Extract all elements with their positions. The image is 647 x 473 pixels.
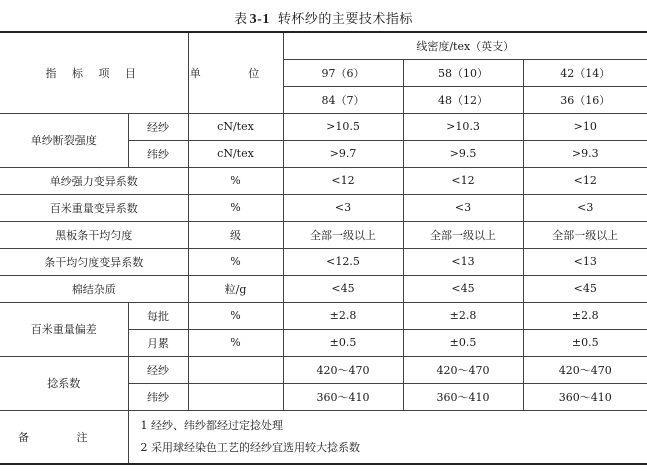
- sub-label: 月累: [128, 329, 188, 356]
- unit-cell: cN/tex: [188, 113, 283, 140]
- value-cell: 360～410: [403, 383, 523, 410]
- spec-table: [0, 31, 647, 465]
- remark-note: 2 采用球经染色工艺的经纱宜选用较大捻系数: [140, 440, 360, 454]
- table-row: [0, 302, 647, 329]
- table-row: [0, 221, 647, 248]
- value-cell: <12: [283, 167, 403, 194]
- unit-cell: [188, 383, 283, 410]
- sub-label: 每批: [128, 302, 188, 329]
- table-caption: [0, 8, 647, 28]
- remarks-row: [0, 410, 647, 464]
- header-density: 线密度/tex（英支）: [283, 32, 647, 59]
- value-cell: 420～470: [403, 356, 523, 383]
- value-cell: ±2.8: [283, 302, 403, 329]
- caption-title: 转杯纱的主要技术指标: [277, 12, 413, 27]
- value-cell: ±2.8: [523, 302, 647, 329]
- value-cell: >9.7: [283, 140, 403, 167]
- value-cell: >10.5: [283, 113, 403, 140]
- value-cell: <12.5: [283, 248, 403, 275]
- value-cell: ±0.5: [283, 329, 403, 356]
- density-cell: 36（16）: [523, 86, 647, 113]
- row-label: 单纱强力变异系数: [0, 167, 188, 194]
- row-label: 单纱断裂强度: [0, 113, 128, 167]
- row-label: 百米重量变异系数: [0, 194, 188, 221]
- density-cell: 84（7）: [283, 86, 403, 113]
- unit-cell: %: [188, 329, 283, 356]
- table-row: [0, 275, 647, 302]
- sub-label: 经纱: [128, 113, 188, 140]
- sub-label: 经纱: [128, 356, 188, 383]
- value-cell: 360～410: [523, 383, 647, 410]
- header-item: 指 标 项 目: [0, 32, 188, 113]
- unit-cell: %: [188, 302, 283, 329]
- value-cell: ±2.8: [403, 302, 523, 329]
- density-cell: 58（10）: [403, 59, 523, 86]
- value-cell: >10.3: [403, 113, 523, 140]
- value-cell: ±0.5: [523, 329, 647, 356]
- value-cell: 420～470: [523, 356, 647, 383]
- row-label: 百米重量偏差: [0, 302, 128, 356]
- row-label: 捻系数: [0, 356, 128, 410]
- density-cell: 42（14）: [523, 59, 647, 86]
- table-row: [0, 194, 647, 221]
- value-cell: <12: [403, 167, 523, 194]
- unit-cell: [188, 356, 283, 383]
- table-row: [0, 167, 647, 194]
- value-cell: >9.5: [403, 140, 523, 167]
- unit-cell: %: [188, 167, 283, 194]
- unit-cell: %: [188, 248, 283, 275]
- value-cell: <45: [283, 275, 403, 302]
- value-cell: 全部一级以上: [283, 221, 403, 248]
- caption-number: 3-1: [249, 12, 270, 27]
- value-cell: >9.3: [523, 140, 647, 167]
- value-cell: ±0.5: [403, 329, 523, 356]
- value-cell: <3: [523, 194, 647, 221]
- row-label: 黑板条干均匀度: [0, 221, 188, 248]
- value-cell: 全部一级以上: [403, 221, 523, 248]
- remark-note: 1 经纱、纬纱都经过定捻处理: [140, 418, 283, 432]
- density-cell: 48（12）: [403, 86, 523, 113]
- remarks-notes: [128, 410, 647, 464]
- value-cell: <3: [403, 194, 523, 221]
- unit-cell: %: [188, 194, 283, 221]
- value-cell: <45: [403, 275, 523, 302]
- table-row: [0, 248, 647, 275]
- sub-label: 纬纱: [128, 140, 188, 167]
- unit-cell: 级: [188, 221, 283, 248]
- row-label: 条干均匀度变异系数: [0, 248, 188, 275]
- unit-cell: 粒/g: [188, 275, 283, 302]
- table-row: [0, 356, 647, 383]
- value-cell: <3: [283, 194, 403, 221]
- remarks-label: 备 注: [0, 410, 128, 464]
- value-cell: 全部一级以上: [523, 221, 647, 248]
- value-cell: <45: [523, 275, 647, 302]
- row-label: 棉结杂质: [0, 275, 188, 302]
- table-row: [0, 113, 647, 140]
- unit-cell: cN/tex: [188, 140, 283, 167]
- density-cell: 97（6）: [283, 59, 403, 86]
- value-cell: <12: [523, 167, 647, 194]
- sub-label: 纬纱: [128, 383, 188, 410]
- value-cell: 360～410: [283, 383, 403, 410]
- header-unit: 单 位: [188, 32, 283, 113]
- value-cell: >10: [523, 113, 647, 140]
- caption-prefix: 表: [234, 12, 248, 27]
- value-cell: <13: [523, 248, 647, 275]
- value-cell: 420～470: [283, 356, 403, 383]
- header-row: [0, 32, 647, 59]
- value-cell: <13: [403, 248, 523, 275]
